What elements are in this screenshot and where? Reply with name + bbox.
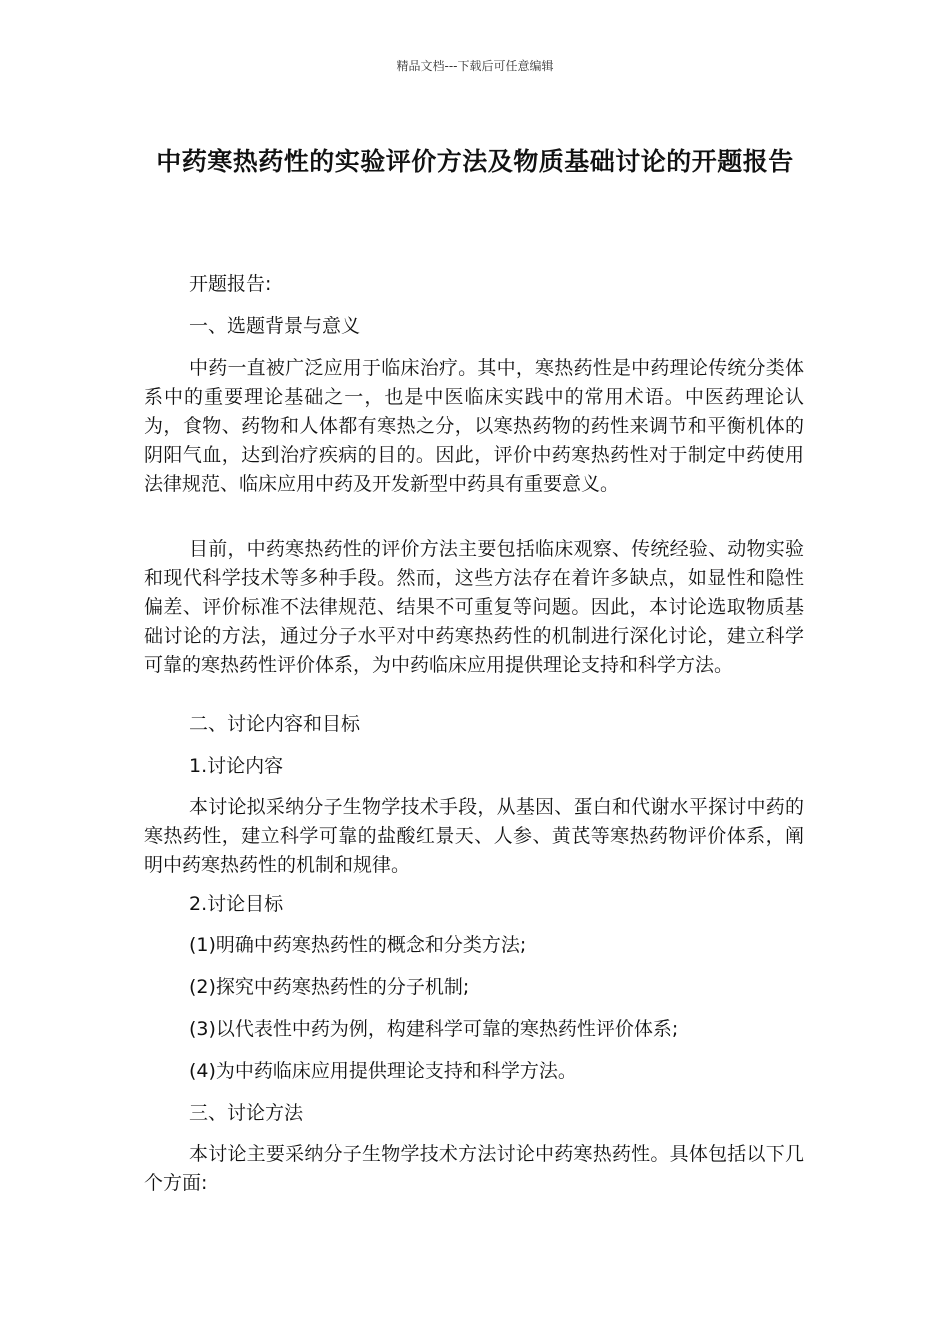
heading-content: 1.讨论内容 <box>189 755 284 777</box>
heading-section-2: 二、讨论内容和目标 <box>189 713 361 735</box>
list-item-goal-4: (4)为中药临床应用提供理论支持和科学方法。 <box>189 1060 577 1082</box>
heading-section-1: 一、选题背景与意义 <box>189 315 361 337</box>
list-item-goal-3: (3)以代表性中药为例，构建科学可靠的寒热药性评价体系; <box>189 1018 679 1040</box>
heading-section-3: 三、讨论方法 <box>189 1102 304 1124</box>
paragraph-content: 本讨论拟采纳分子生物学技术手段，从基因、蛋白和代谢水平探讨中药的寒热药性，建立科学可靠的盐酸红景天、人参、黄芪等寒热药物评价体系，阐明中药寒热药性的机制和规律。 <box>144 796 804 876</box>
list-item-goal-2: (2)探究中药寒热药性的分子机制; <box>189 976 470 998</box>
heading-goals: 2.讨论目标 <box>189 893 284 915</box>
list-item-goal-1: (1)明确中药寒热药性的概念和分类方法; <box>189 934 527 956</box>
paragraph-methods: 本讨论主要采纳分子生物学技术方法讨论中药寒热药性。具体包括以下几个方面: <box>144 1143 804 1194</box>
paragraph-background: 中药一直被广泛应用于临床治疗。其中，寒热药性是中药理论传统分类体系中的重要理论基础之一，也是中医临床实践中的常用术语。中医药理论认为，食物、药物和人体都有寒热之分，以寒热药物的药性来调节和平衡机体的阴阳气血，达到治疗疾病的目的。因此，评价中药寒热药性对于制定中药使用法律规范、临床应用中药及开发新型中药具有重要意义。 <box>144 357 804 495</box>
paragraph-current-methods: 目前，中药寒热药性的评价方法主要包括临床观察、传统经验、动物实验和现代科学技术等多种手段。然而，这些方法存在着许多缺点，如显性和隐性偏差、评价标准不法律规范、结果不可重复等问题。因此，本讨论选取物质基础讨论的方法，通过分子水平对中药寒热药性的机制进行深化讨论，建立科学可靠的寒热药性评价体系，为中药临床应用提供理论支持和科学方法。 <box>144 538 804 676</box>
page-header: 精品文档---下载后可任意编辑 <box>396 59 554 73</box>
paragraph-intro-label: 开题报告: <box>189 273 272 295</box>
document-title: 中药寒热药性的实验评价方法及物质基础讨论的开题报告 <box>156 147 794 176</box>
